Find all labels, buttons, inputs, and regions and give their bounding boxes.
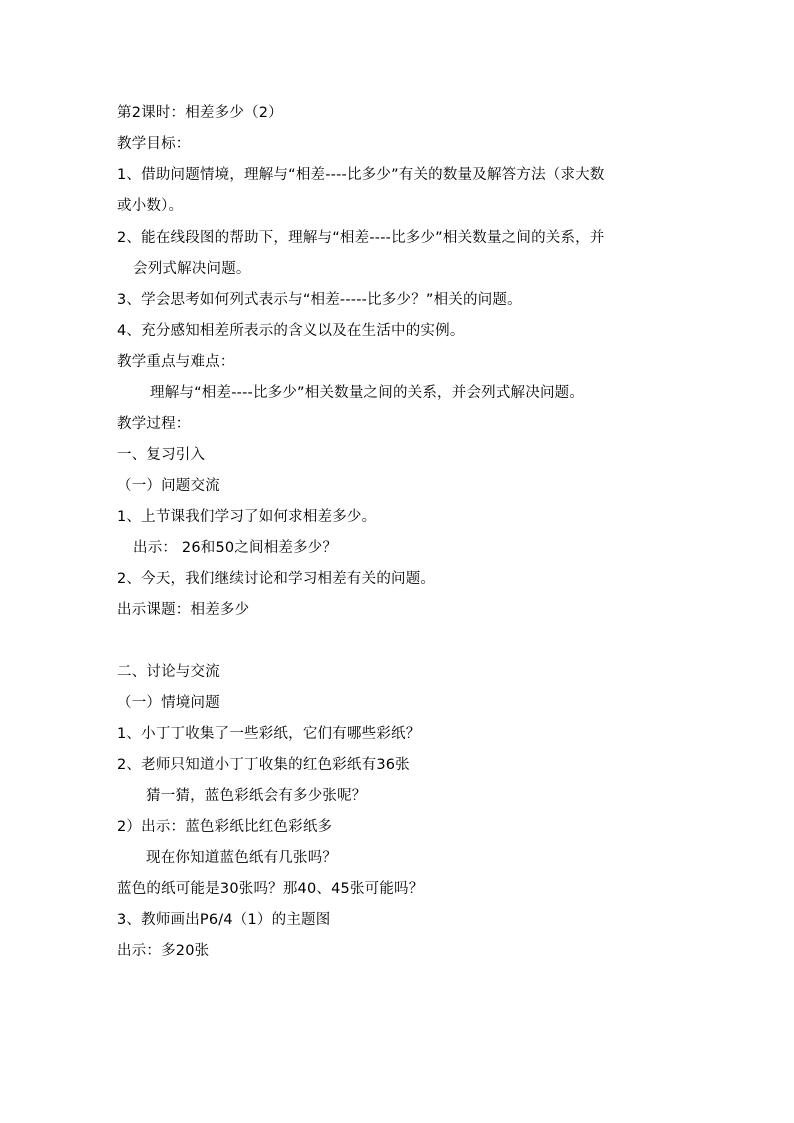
know-prompt: 现在你知道蓝色纸有几张吗？: [146, 850, 338, 866]
process-step-2: 2、今天，我们继续讨论和学习相差有关的问题。: [117, 571, 436, 587]
subsection-heading: （一）情境问题: [117, 695, 220, 711]
part-1-heading: 一、复习引入: [117, 447, 206, 463]
objective-2-continued: 会列式解决问题。: [133, 261, 251, 277]
process-step-1: 1、上节课我们学习了如何求相差多少。: [117, 509, 377, 525]
discussion-step-1: 1、小丁丁收集了一些彩纸，它们有哪些彩纸？: [117, 726, 421, 742]
possibility-question: 蓝色的纸可能是30张吗？那40、45张可能吗？: [117, 881, 424, 897]
section-heading-objectives: 教学目标：: [117, 136, 191, 152]
guess-prompt: 猜一猜，蓝色彩纸会有多少张呢？: [146, 788, 367, 804]
discussion-step-2: 2、老师只知道小丁丁收集的红色彩纸有36张: [117, 757, 410, 773]
objective-1: 1、借助问题情境，理解与“相差----比多少”有关的数量及解答方法（求大数: [117, 167, 605, 183]
lesson-title: 第2课时：相差多少（2）: [117, 105, 283, 121]
section-heading-process: 教学过程：: [117, 416, 191, 432]
objective-4: 4、充分感知相差所表示的含义以及在生活中的实例。: [117, 323, 465, 339]
discussion-step-3: 3、教师画出P6/4（1）的主题图: [117, 912, 331, 928]
objective-2: 2、能在线段图的帮助下，理解与“相差----比多少”相关数量之间的关系，并: [117, 230, 605, 246]
part-2-heading: 二、讨论与交流: [117, 664, 220, 680]
objective-1-continued: 或小数）。: [117, 198, 184, 214]
display-comparison: 2）出示：蓝色彩纸比红色彩纸多: [117, 819, 333, 835]
key-points-text: 理解与“相差----比多少”相关数量之间的关系，并会列式解决问题。: [150, 385, 585, 401]
display-question: 出示： 26和50之间相差多少？: [133, 540, 338, 556]
subsection-heading: （一）问题交流: [117, 478, 220, 494]
display-topic: 出示课题：相差多少: [117, 602, 250, 618]
section-heading-key-points: 教学重点与难点：: [117, 354, 235, 370]
objective-3: 3、学会思考如何列式表示与“相差-----比多少？”相关的问题。: [117, 292, 522, 308]
display-more: 出示：多20张: [117, 943, 210, 959]
